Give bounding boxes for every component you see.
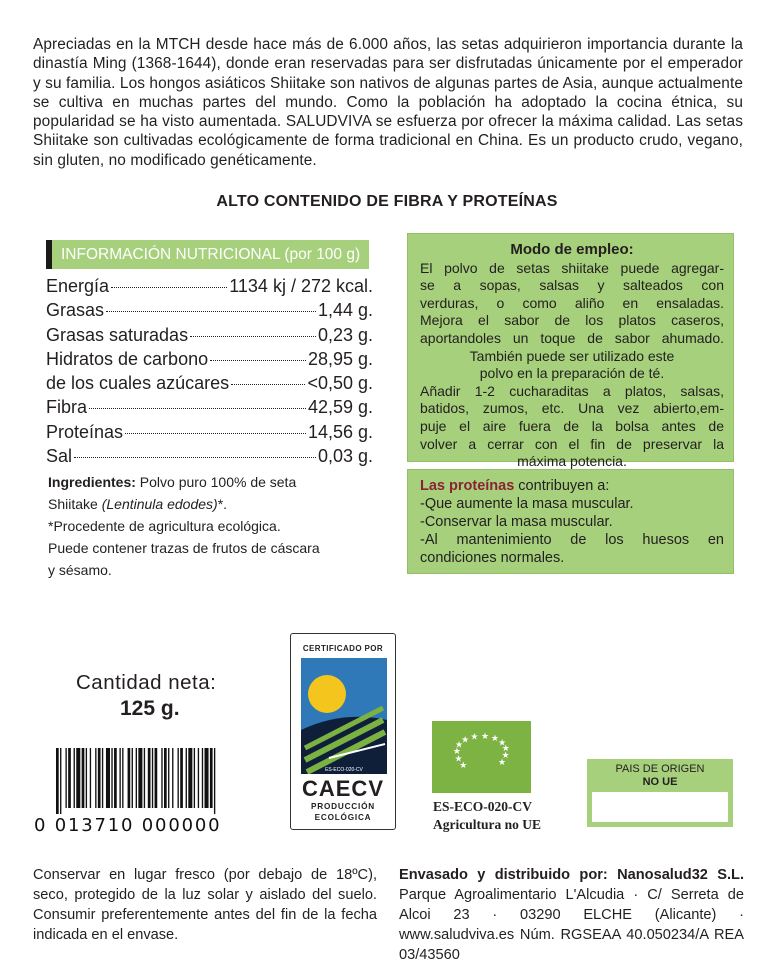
dot-leader [125, 433, 306, 434]
barcode-bar [56, 748, 59, 814]
nutrition-value: 42,59 g. [307, 397, 373, 418]
nutrition-value: 14,56 g. [307, 421, 373, 442]
eu-agriculture-origin: Agricultura no UE [433, 817, 541, 832]
scientific-name: (Lentinula edodes) [101, 496, 218, 512]
barcode-bar [178, 748, 179, 808]
barcode-bar [114, 748, 117, 808]
net-quantity-value: 125 g. [120, 697, 180, 720]
nutrition-row [46, 371, 373, 395]
usage-line: Añadir 1-2 cucharaditas a platos, salsas, [420, 382, 724, 399]
allergen-note: Puede contener trazas de frutos de cáscara [48, 540, 320, 556]
distributor-info [399, 865, 744, 965]
nutrition-value: <0,50 g. [307, 373, 373, 394]
usage-title: Modo de empleo: [510, 241, 634, 258]
barcode-bar [194, 748, 195, 808]
barcode-bar [155, 748, 158, 808]
nutrition-label: Grasas [46, 300, 105, 321]
eu-organic-leaf-icon [432, 721, 531, 793]
dot-leader [111, 287, 227, 288]
barcode-bar [152, 748, 153, 808]
nutrition-label: de los cuales azúcares [46, 373, 230, 394]
caecv-name: CAECV [301, 776, 384, 801]
barcode-bar [128, 748, 131, 808]
barcode-bar [90, 748, 91, 808]
barcode-bar [186, 748, 187, 808]
protein-item: condiciones normales. [420, 550, 565, 566]
distributor-address: Parque Agroalimentario L'Alcudia · C/ Serreta de Alcoi 23 · 03290 ELCHE (Alicante) · www.saludviva.es Núm. RGSEAA 40.050234/A REA 03/43560 [399, 887, 744, 963]
barcode-bar [144, 748, 145, 808]
eu-star-icon: ★ [454, 754, 463, 765]
barcode-bar [168, 748, 169, 808]
usage-line: máxima potencia. [517, 453, 627, 470]
intro-text: Apreciadas en la MTCH desde hace más de 6.000 años, las setas adquirieron importancia durante la dinastía Ming (1368-1644), donde eran reservadas para ser disfrutadas únicamente por el emperador y su familia. Los hongos asiáticos Shiitake son nativos de algunas partes de Asia, aunque actualmente se cultiva en muchas partes del mundo. Como la población ha adoptado la cocina étnica, su popularidad se ha visto aumentada. SALUDVIVA se esfuerza por ofrecer la máxima calidad. Las setas Shiitake son cultivadas ecológicamente de forma tradicional en China. Es un producto crudo, vegano, sin gluten, no modificado genéticamente. [33, 36, 743, 169]
country-value: NO UE [642, 776, 678, 788]
barcode-bar [202, 748, 203, 808]
protein-item: -Que aumente la masa muscular. [420, 496, 634, 512]
barcode-bar [180, 748, 183, 808]
nutrition-row [46, 323, 373, 347]
barcode-bar [102, 748, 103, 808]
ingredients-text: Polvo puro 100% de seta [135, 474, 297, 490]
barcode-bar [111, 748, 112, 808]
nutrition-label: Grasas saturadas [46, 324, 189, 345]
eu-star-icon: ★ [501, 751, 510, 762]
eu-star-icon: ★ [501, 744, 510, 755]
distributor-name: Envasado y distribuido por: Nanosalud32 S.L. [399, 867, 744, 883]
ingredients-block [48, 471, 378, 581]
nutrition-row [46, 347, 373, 371]
dot-leader [74, 457, 316, 458]
usage-line: aportandoles un toque de sabor ahumado. [420, 329, 724, 346]
ingredients-line [48, 493, 378, 515]
ingredients-label: Ingredientes: [48, 474, 136, 490]
eu-organic-code: ES-ECO-020-CV [433, 799, 533, 814]
barcode-bar [164, 748, 167, 808]
barcode-bar [76, 748, 80, 808]
usage-line: El polvo de setas shiitake puede agregar- [420, 259, 724, 276]
country-of-origin-box [587, 759, 733, 827]
nutrition-value: 0,23 g. [317, 324, 373, 345]
nutrition-table [46, 274, 373, 468]
nutrition-row [46, 420, 373, 444]
nutrition-label: Energía [46, 276, 110, 296]
nutrition-value: 28,95 g. [307, 348, 373, 369]
nutrition-label: Hidratos de carbono [46, 348, 209, 369]
caecv-certification-logo [290, 633, 396, 830]
allergen-note: y sésamo. [48, 562, 112, 578]
protein-highlight: Las proteínas [420, 478, 515, 494]
barcode-bar [86, 748, 87, 808]
protein-title-rest: contribuyen a: [514, 478, 610, 494]
eu-star-icon: ★ [498, 738, 507, 749]
usage-box [407, 233, 734, 470]
ingredients-text: Shiitake [48, 496, 102, 512]
caecv-micro-code: ES-ECO-020-CV [325, 767, 363, 773]
protein-item: -Al mantenimiento de los huesos en [420, 532, 724, 548]
barcode-bar [98, 748, 101, 808]
nutrition-value: 0,03 g. [317, 446, 373, 467]
headline: ALTO CONTENIDO DE FIBRA Y PROTEÍNAS [216, 193, 558, 210]
dot-leader [106, 311, 316, 312]
net-quantity-label: Cantidad neta: [76, 671, 217, 694]
barcode-bar [74, 748, 75, 808]
eu-star-icon: ★ [470, 732, 479, 743]
usage-line: verduras, o como aliño en ensaladas. [420, 294, 724, 311]
eu-star-icon: ★ [455, 740, 464, 751]
eu-star-icon: ★ [497, 758, 507, 769]
barcode-bars [34, 748, 266, 814]
dot-leader [190, 336, 316, 337]
barcode-bar [198, 748, 199, 808]
eu-star-icon: ★ [461, 735, 470, 746]
caecv-cert-label: CERTIFICADO POR [302, 644, 384, 653]
barcode-bar [148, 748, 151, 808]
nutrition-header: INFORMACIÓN NUTRICIONAL (por 100 g) [46, 240, 369, 269]
nutrition-label: Fibra [46, 397, 88, 418]
barcode-bar [132, 748, 133, 808]
nutrition-label: Sal [46, 446, 73, 467]
dot-leader [231, 384, 305, 385]
country-title: PAIS DE ORIGEN [615, 763, 705, 775]
nutrition-row [46, 274, 373, 298]
nutrition-row [46, 298, 373, 322]
nutrition-row [46, 444, 373, 468]
barcode-bar [214, 748, 215, 814]
barcode-bar [119, 748, 120, 808]
barcode-bar [106, 748, 110, 808]
ingredients-line [48, 471, 378, 493]
dot-leader [210, 360, 306, 361]
barcode-bar [136, 748, 137, 808]
barcode-bar [82, 748, 85, 808]
nutrition-value: 1134 kj / 272 kcal. [229, 276, 373, 296]
usage-line: se a sopas, salsas y salteados con [420, 277, 724, 294]
eu-star-icon: ★ [452, 747, 461, 758]
ingredients-text: *. [217, 496, 228, 512]
eu-star-icon: ★ [490, 734, 499, 745]
usage-line: También puede ser utilizado este [469, 347, 675, 364]
caecv-line2: ECOLÓGICA [314, 813, 372, 822]
barcode-bar [95, 748, 96, 808]
ingredients-note: *Procedente de agricultura ecológica. [48, 518, 281, 534]
barcode-number: 0 013710 000000 [34, 815, 222, 836]
barcode-bar [172, 748, 173, 808]
caecv-emblem-icon [301, 658, 387, 774]
barcode-bar [65, 748, 66, 808]
dot-leader [89, 408, 306, 409]
usage-line: volver a cerrar con el fin de preservar la [420, 435, 724, 452]
usage-line: Mejora el sabor de los platos caseros, [420, 312, 724, 329]
country-blank-field [592, 792, 728, 822]
protein-item: -Conservar la masa muscular. [420, 514, 613, 530]
usage-line: batidos, zumos, etc. Una vez abierto,em- [420, 400, 724, 417]
nutrition-row [46, 395, 373, 419]
storage-instructions: Conservar en lugar fresco (por debajo de 18ºC), seco, protegido de la luz solar y aislado del suelo. Consumir preferentemente antes del fin de la fecha indicada en el envase. [33, 867, 377, 943]
eu-leaf-stars-icon [432, 721, 531, 793]
protein-title [420, 477, 724, 495]
caecv-line1: PRODUCCIÓN [311, 802, 375, 811]
usage-line: puje el aire fuera de la bolsa antes de [420, 417, 724, 434]
barcode-bar [60, 748, 61, 814]
barcode-bar [122, 748, 123, 808]
barcode-bar [205, 748, 209, 808]
barcode-bar [68, 748, 71, 808]
barcode-bar [161, 748, 162, 808]
barcode-bar [138, 748, 142, 808]
nutrition-label: Proteínas [46, 421, 124, 442]
eu-star-icon: ★ [480, 732, 490, 743]
barcode-bar [210, 748, 213, 808]
barcode-bar [188, 748, 192, 808]
usage-line: polvo en la preparación de té. [479, 365, 665, 382]
nutrition-value: 1,44 g. [317, 300, 373, 321]
protein-box [407, 469, 734, 574]
eu-star-icon: ★ [459, 761, 468, 772]
